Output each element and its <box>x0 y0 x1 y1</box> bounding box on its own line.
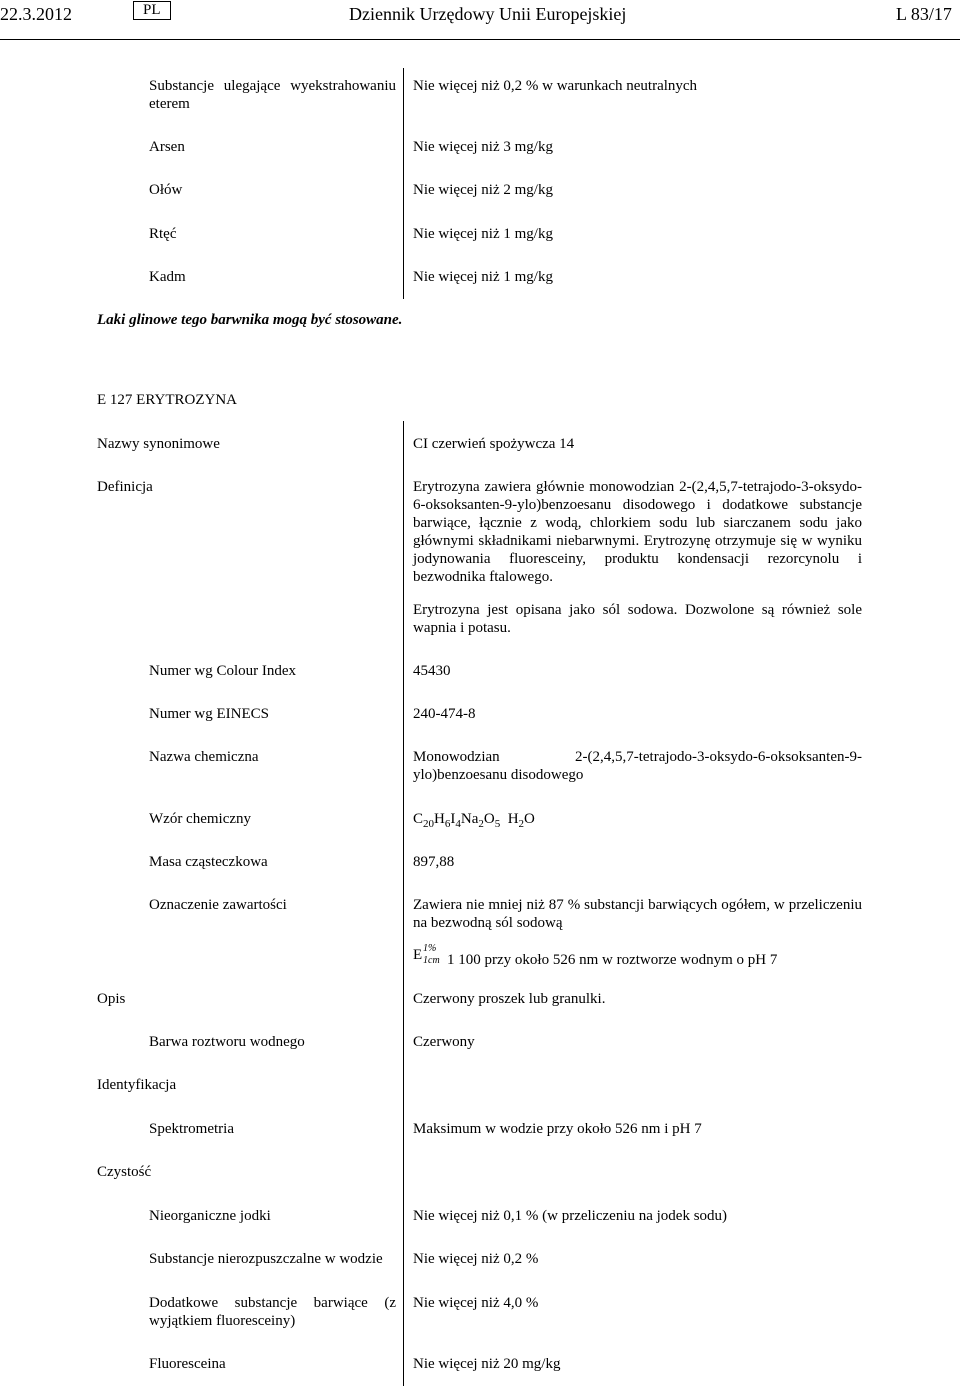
top-table-value-ether: Nie więcej niż 0,2 % w warunkach neutralnych <box>413 78 698 94</box>
language-badge: PL <box>133 1 171 20</box>
chemical-name-value: Monowodzian 2-(2,4,5,7-tetrajodo-3-oksydo-6-oksoksanten-9-ylo)benzoesanu disodowego <box>413 749 862 783</box>
purity-value-subsidiary-colours: Nie więcej niż 4,0 % <box>413 1295 539 1311</box>
colour-index-label: Numer wg Colour Index <box>149 663 297 679</box>
top-table-label-cadmium: Kadm <box>149 269 186 285</box>
top-table-label-arsenic: Arsen <box>149 139 185 155</box>
definition-paragraph-1: Erytrozyna zawiera głównie monowodzian 2-(2,4,5,7-tetrajodo-3-oksydo-6-oksoksanten-9-ylo)benzoesanu disodowego i dodatkowe substancje barwiące, łącznie z wodą, chlorkiem sodu lub siarczanem sodu jako głównymi składnikami niebarwnymi. Erytrozynę otrzymuje się w wyniku jodynowania fluoresceiny, produktu kondensacji rezorcynolu i bezwodnika ftalowego. <box>413 479 862 585</box>
assay-label: Oznaczenie zawartości <box>149 897 287 913</box>
spectrometry-label: Spektrometria <box>149 1121 234 1137</box>
top-table-value-mercury: Nie więcej niż 1 mg/kg <box>413 226 553 242</box>
top-table-value-lead: Nie więcej niż 2 mg/kg <box>413 182 553 198</box>
section-title: E 127 ERYTROZYNA <box>97 392 237 408</box>
purity-label-insoluble: Substancje nierozpuszczalne w wodzie <box>149 1251 383 1267</box>
definition-paragraph-2: Erytrozyna jest opisana jako sól sodowa. Dozwolone są również sole wapnia i potasu. <box>413 602 862 636</box>
solution-colour-label: Barwa roztworu wodnego <box>149 1034 305 1050</box>
top-table-divider <box>403 68 404 299</box>
absorbance-symbol: E 1% 1cm <box>413 943 440 966</box>
page-number: L 83/17 <box>896 4 952 24</box>
identification-label: Identyfikacja <box>97 1077 177 1093</box>
spectrometry-value: Maksimum w wodzie przy około 526 nm i pH 7 <box>413 1121 702 1137</box>
top-table-label-mercury: Rtęć <box>149 226 177 242</box>
formula-label: Wzór chemiczny <box>149 811 252 827</box>
synonyms-label: Nazwy synonimowe <box>97 436 220 452</box>
formula-value: $C_{20}H_6I_4Na_2O_5$ $H_2O$ <box>413 811 535 830</box>
purity-label-fluorescein: Fluoresceina <box>149 1356 226 1372</box>
main-table-divider <box>403 421 404 1386</box>
absorbance-line: E 1% 1cm 1 100 przy około 526 nm w roztworze wodnym o pH 7 <box>413 943 778 968</box>
purity-value-iodides: Nie więcej niż 0,1 % (w przeliczeniu na jodek sodu) <box>413 1208 728 1224</box>
assay-value: Zawiera nie mniej niż 87 % substancji barwiących ogółem, w przeliczeniu na bezwodną sól sodową <box>413 897 862 931</box>
top-table-value-arsenic: Nie więcej niż 3 mg/kg <box>413 139 553 155</box>
synonyms-value: CI czerwień spożywcza 14 <box>413 436 575 452</box>
molar-mass-value: 897,88 <box>413 854 455 870</box>
top-table-value-cadmium: Nie więcej niż 1 mg/kg <box>413 269 553 285</box>
journal-title: Dziennik Urzędowy Unii Europejskiej <box>349 4 627 24</box>
top-table-label-ether: Substancje ulegające wyekstrahowaniu eterem <box>149 78 396 112</box>
colour-index-value: 45430 <box>413 663 451 679</box>
purity-value-fluorescein: Nie więcej niż 20 mg/kg <box>413 1356 561 1372</box>
purity-label-iodides: Nieorganiczne jodki <box>149 1208 271 1224</box>
einecs-label: Numer wg EINECS <box>149 706 269 722</box>
header-rule <box>0 39 960 40</box>
aluminium-lakes-note: Laki glinowe tego barwnika mogą być stosowane. <box>97 312 403 328</box>
molar-mass-label: Masa cząsteczkowa <box>149 854 268 870</box>
chemical-name-label: Nazwa chemiczna <box>149 749 259 765</box>
purity-label: Czystość <box>97 1164 152 1180</box>
publication-date: 22.3.2012 <box>0 4 72 24</box>
description-value: Czerwony proszek lub granulki. <box>413 991 606 1007</box>
solution-colour-value: Czerwony <box>413 1034 475 1050</box>
purity-value-insoluble: Nie więcej niż 0,2 % <box>413 1251 539 1267</box>
description-label: Opis <box>97 991 126 1007</box>
einecs-value: 240-474-8 <box>413 706 476 722</box>
definition-label: Definicja <box>97 479 153 495</box>
top-table-label-lead: Ołów <box>149 182 183 198</box>
purity-label-subsidiary-colours: Dodatkowe substancje barwiące (z wyjątkiem fluoresceiny) <box>149 1295 396 1329</box>
